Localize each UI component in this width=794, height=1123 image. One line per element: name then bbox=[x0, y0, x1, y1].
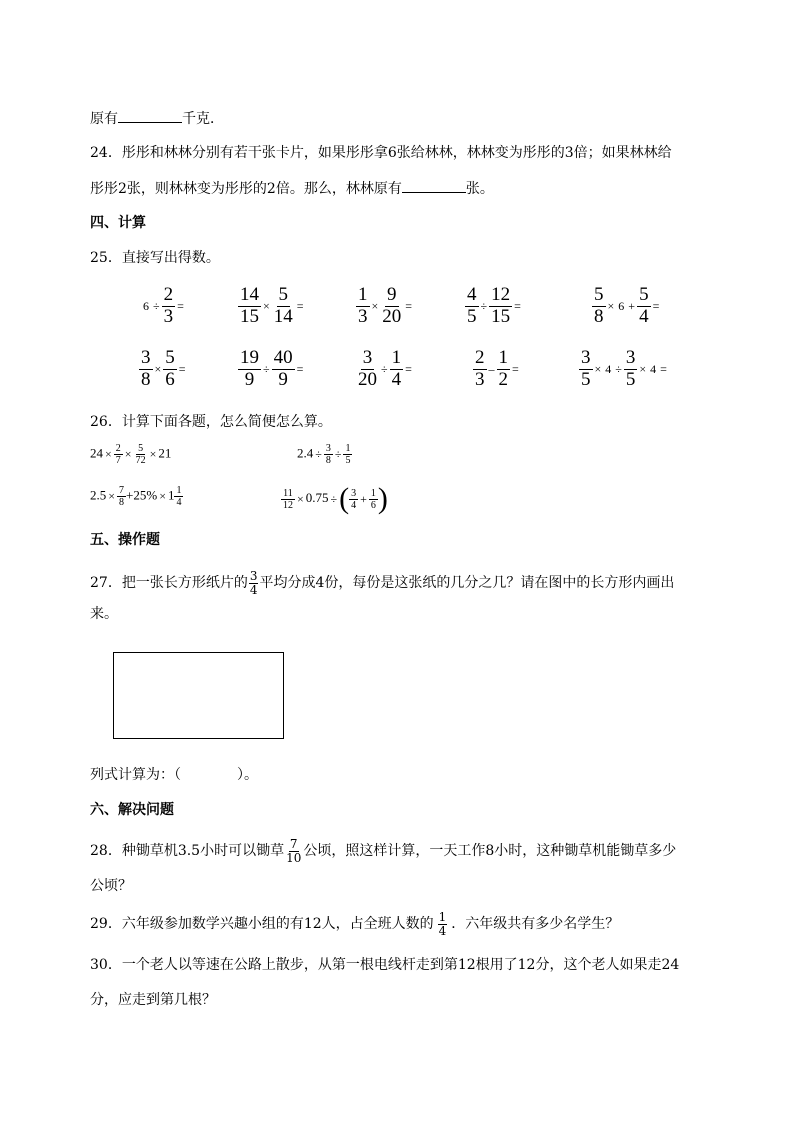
q30-line2: 分，应走到第几根？ bbox=[90, 992, 216, 1008]
q25-r1-e5: $\frac{5}{8}$ × 6 + $\frac{5}{4}$ = bbox=[594, 284, 660, 327]
q26-title: 26．计算下面各题，怎么简便怎么算。 bbox=[90, 414, 332, 430]
q25-r1-e2: $\frac{14}{15}$ × $\frac{5}{14}$ = bbox=[240, 284, 304, 327]
q27-formula: 列式计算为：（ ）。 bbox=[90, 767, 258, 783]
q25-r1-e3: $\frac{1}{3}$ × $\frac{9}{20}$ = bbox=[358, 284, 413, 327]
q27-line1: 27．把一张长方形纸片的 $\frac{3}{4}$ 平均分成4份，每份是这张纸的几分之几？请在图中的长方形内画出 bbox=[90, 569, 675, 597]
q26-p1: 24 × $\frac{2}{7}$ × $\frac{5}{72}$ × 21 bbox=[90, 443, 172, 466]
q26-p4: $\frac{11}{12}$ × 0.75 ÷( $\frac{3}{4}$ + $\frac{1}{6}$ ) bbox=[283, 482, 388, 515]
answer-blank[interactable] bbox=[118, 108, 182, 123]
q25-title: 25．直接写出得数。 bbox=[90, 250, 220, 266]
answer-blank[interactable] bbox=[402, 178, 466, 193]
q28-line2: 公顷？ bbox=[90, 878, 132, 894]
drawing-rectangle[interactable] bbox=[113, 652, 284, 739]
q26-p3: 2.5 × $\frac{7}{8}$ +25% × 1 $\frac{1}{4}$ bbox=[90, 485, 182, 508]
q25-r2-e3: $\frac{3}{20}$ ÷ $\frac{1}{4}$ = bbox=[358, 347, 412, 390]
q25-r1-e4: $\frac{4}{5}$ ÷ $\frac{12}{15}$ = bbox=[467, 284, 521, 327]
section-heading-6: 六、解决问题 bbox=[90, 802, 174, 818]
q25-r2-e4: $\frac{2}{3}$ – $\frac{1}{2}$ = bbox=[475, 347, 519, 390]
q27-line2: 来。 bbox=[90, 606, 118, 622]
q26-p2: 2.4 ÷ $\frac{3}{8}$ ÷ $\frac{1}{5}$ bbox=[297, 443, 351, 466]
q25-r1-e1: 6 ÷ $\frac{2}{3}$ = bbox=[143, 284, 184, 327]
q24-line1: 24．彤彤和林林分别有若干张卡片，如果彤彤拿6张给林林，林林变为彤彤的3倍；如果林林给 bbox=[90, 145, 672, 161]
q30-line1: 30．一个老人以等速在公路上散步，从第一根电线杆走到第12根用了12分，这个老人如果走24 bbox=[90, 957, 680, 973]
q24-line2: 彤彤2张，则林林变为彤彤的2倍。那么，林林原有 张。 bbox=[90, 178, 494, 199]
section-heading-4: 四、计算 bbox=[90, 215, 146, 231]
q28-line1: 28．种锄草机3.5小时可以锄草 $\frac{7}{10}$ 公顷，照这样计算，一天工作8小时，这种锄草机能锄草多少 bbox=[90, 837, 677, 865]
q25-r2-e5: $\frac{3}{5}$ × 4 ÷ $\frac{3}{5}$ × 4 = bbox=[581, 347, 667, 390]
q29: 29．六年级参加数学兴趣小组的有12人，占全班人数的 $\frac{1}{4}$ ．六年级共有多少名学生？ bbox=[90, 910, 620, 938]
q23-tail: 原有 千克． bbox=[90, 108, 224, 129]
q25-r2-e1: $\frac{3}{8}$ × $\frac{5}{6}$ = bbox=[141, 347, 186, 390]
q25-r2-e2: $\frac{19}{9}$ ÷ $\frac{40}{9}$ = bbox=[240, 347, 304, 390]
section-heading-5: 五、操作题 bbox=[90, 532, 160, 548]
